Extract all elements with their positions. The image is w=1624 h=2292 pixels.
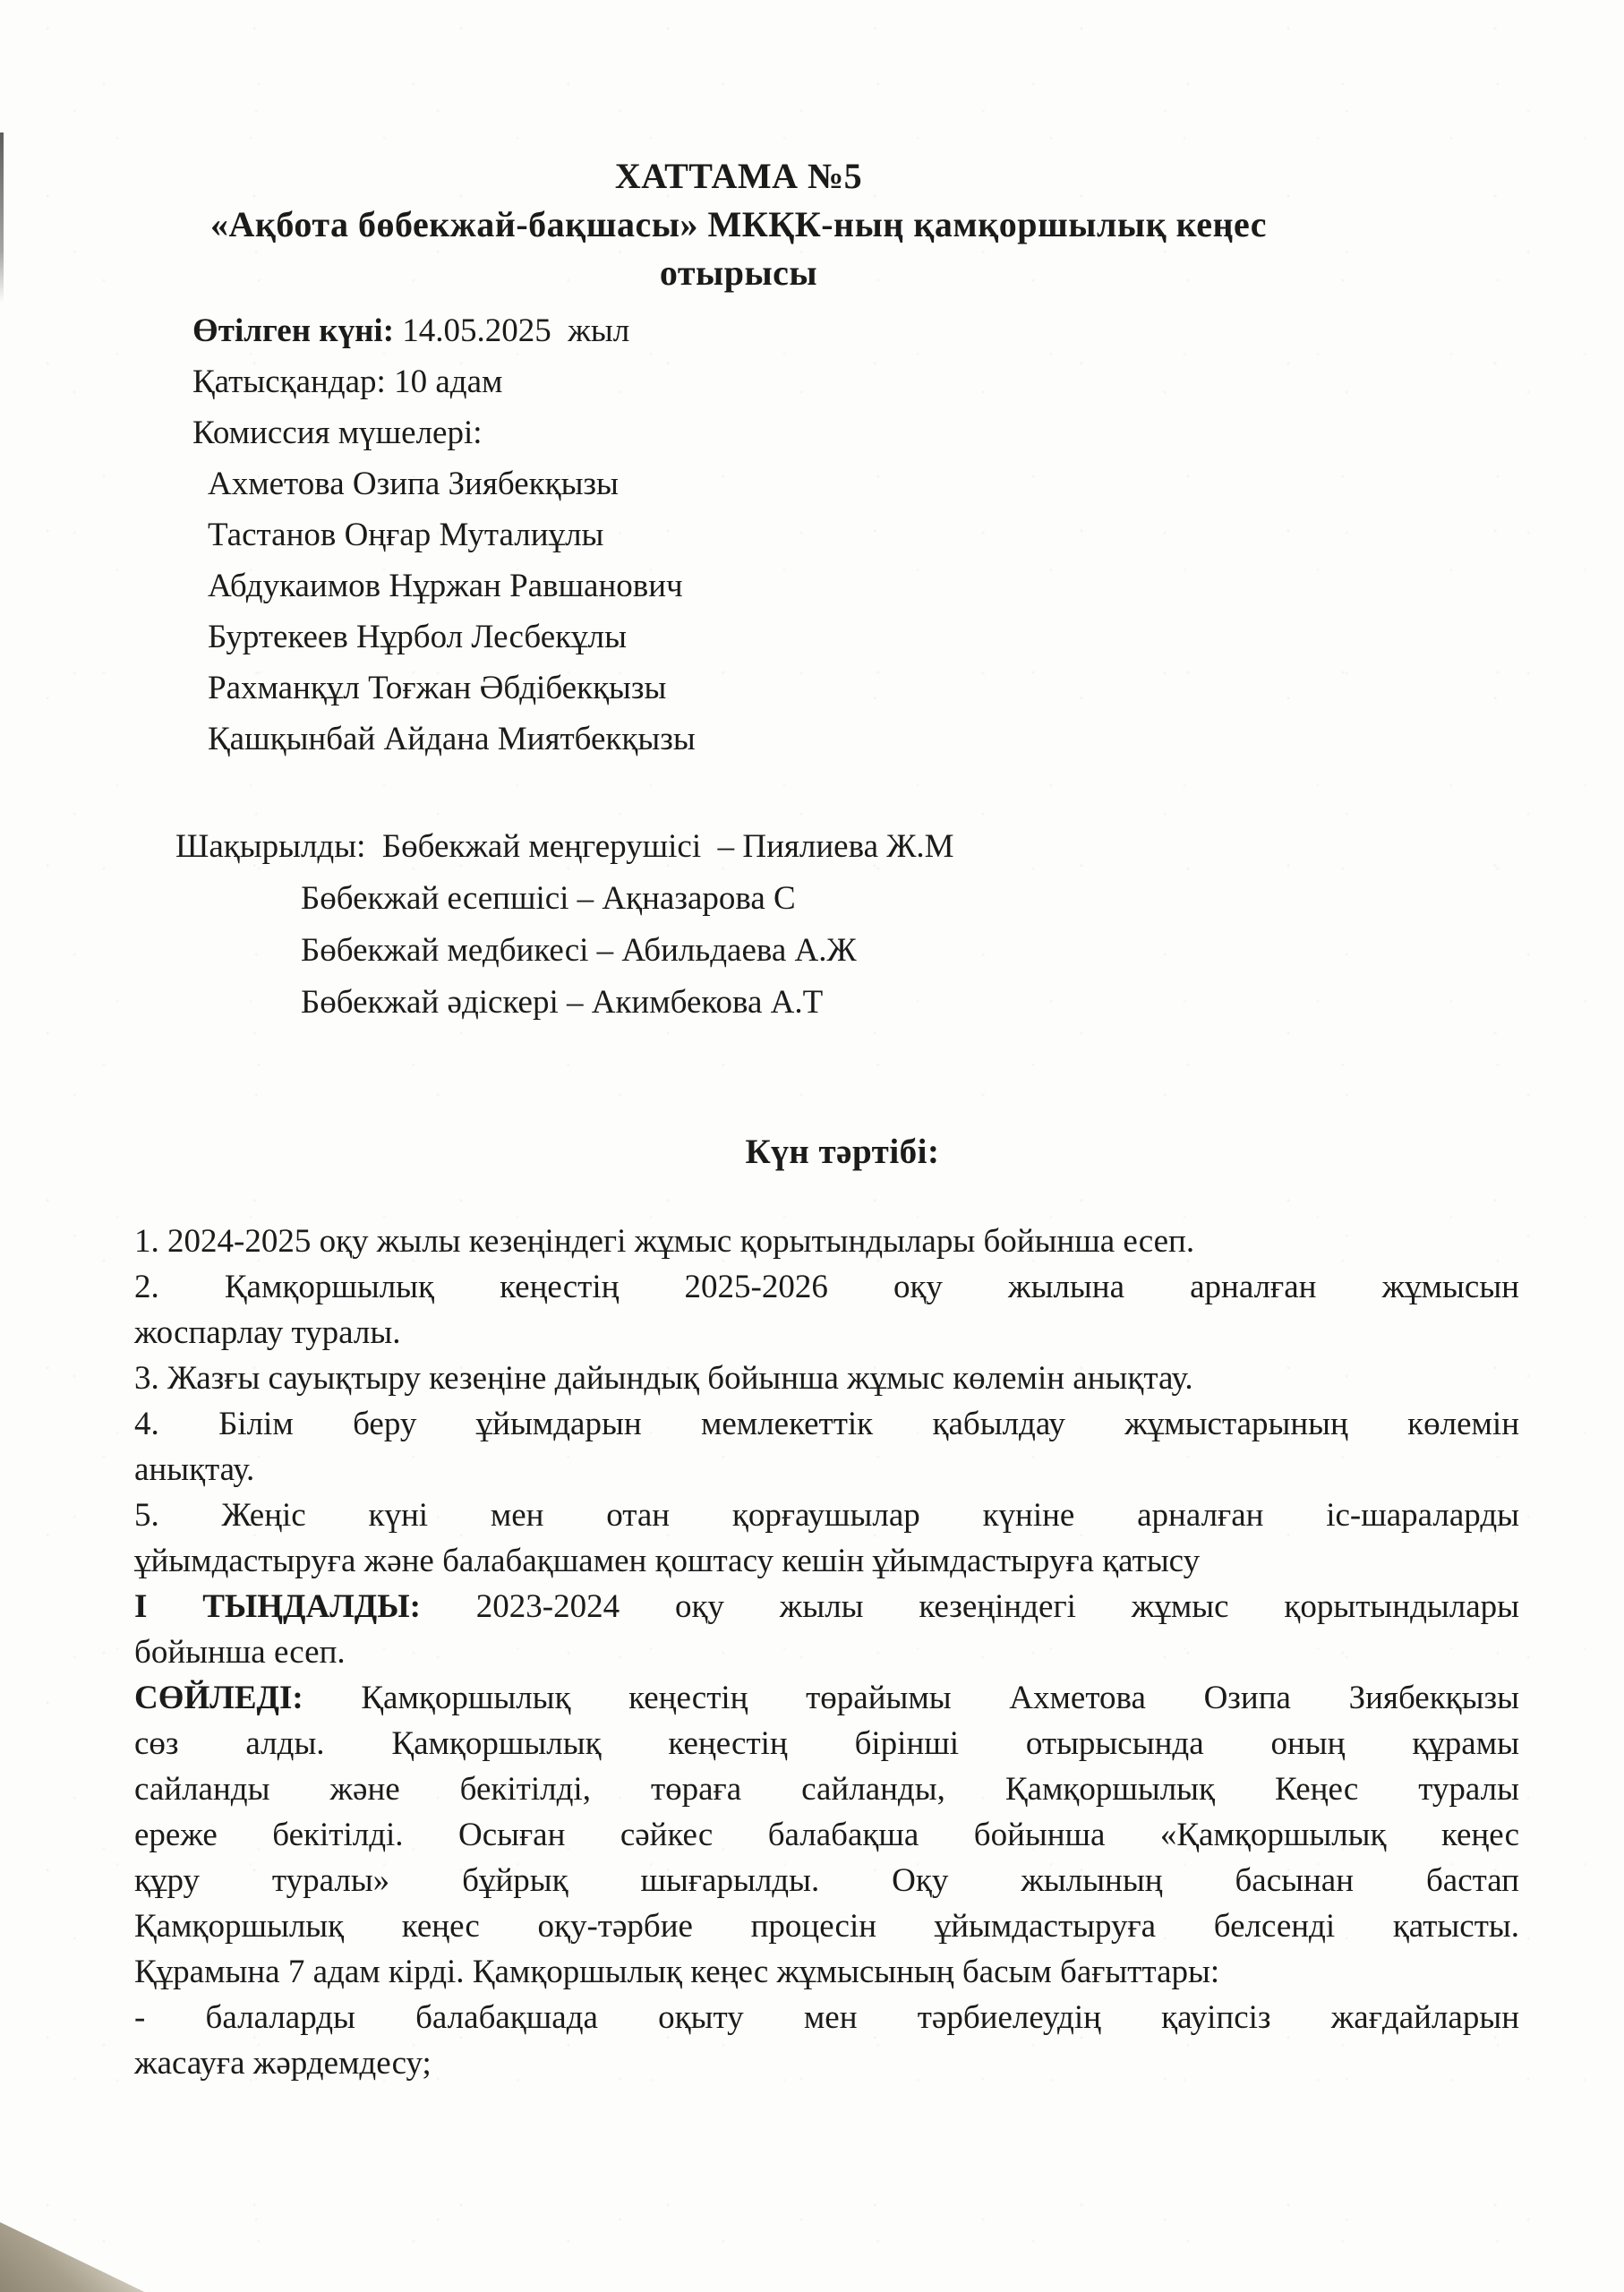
title-line-2: «Ақбота бөбекжай-бақшасы» МКҚК-ның қамқоршылық кеңес <box>209 204 1268 244</box>
member-name: Рахманқұл Тоғжан Әбдібекқызы <box>208 670 667 706</box>
spoke-label: СӨЙЛЕДІ: <box>134 1680 303 1716</box>
member-name: Қашқынбай Айдана Миятбекқызы <box>208 721 696 757</box>
agenda-item-line: 2. Қамқоршылық кеңестің 2025-2026 оқу жылына арналған жұмысын <box>134 1269 1519 1305</box>
spoke-section-line: сөз алды. Қамқоршылық кеңестің бірінші отырысында оның құрамы <box>134 1725 1519 1762</box>
agenda-item-line: анықтау. <box>134 1451 255 1488</box>
spoke-text: Қамқоршылық кеңестің төрайымы Ахметова Озипа Зиябекқызы <box>303 1680 1519 1716</box>
heard-section-line <box>134 1584 1519 1629</box>
member-name: Абдукаимов Нұржан Равшанович <box>208 568 683 604</box>
meeting-date-label: Өтілген күні: <box>192 312 395 349</box>
member-name: Буртекеев Нұрбол Лесбекұлы <box>208 619 627 655</box>
agenda-item-line: 5. Жеңіс күні мен отан қорғаушылар күніне арналған іс-шараларды <box>134 1497 1519 1534</box>
member-name: Ахметова Озипа Зиябекқызы <box>208 466 619 502</box>
bullet-line: жасауға жәрдемдесу; <box>134 2045 432 2082</box>
spoke-section-line <box>134 1675 1519 1721</box>
agenda-item-line: жоспарлау туралы. <box>134 1314 401 1351</box>
agenda-item-line: 4. Білім беру ұйымдарын мемлекеттік қабылдау жұмыстарының көлемін <box>134 1406 1519 1442</box>
bullet-line: - балаларды балабақшада оқыту мен тәрбиелеудің қауіпсіз жағдайларын <box>134 1999 1519 2036</box>
spoke-section-line: Қамқоршылық кеңес оқу-тәрбие процесін ұйымдастыруға белсенді қатысты. <box>134 1908 1519 1945</box>
invited-label: Шақырылды: <box>175 828 366 865</box>
invited-first-line <box>175 821 954 873</box>
agenda-item-line: 3. Жазғы сауықтыру кезеңіне дайындық бойынша жұмыс көлемін анықтау. <box>134 1360 1193 1397</box>
invited-list <box>175 821 954 1029</box>
agenda-item-line: 1. 2024-2025 оқу жылы кезеңіндегі жұмыс қорытындылары бойынша есеп. <box>134 1223 1195 1260</box>
heard-section-line: бойынша есеп. <box>134 1634 346 1671</box>
participants-count: Қатысқандар: 10 адам <box>192 363 503 400</box>
title-line-1: ХАТТАМА №5 <box>614 156 863 196</box>
heard-text: 2023-2024 оқу жылы кезеңіндегі жұмыс қорытындылары <box>420 1588 1519 1625</box>
invited-person: Бөбекжай медбикесі – Абильдаева А.Ж <box>301 932 857 969</box>
spoke-section-line: сайланды және бекітілді, төраға сайланды, Қамқоршылық Кеңес туралы <box>134 1771 1519 1808</box>
spoke-section-line: Құрамына 7 адам кірді. Қамқоршылық кеңес жұмысының басым бағыттары: <box>134 1954 1220 1990</box>
invited-person: Бөбекжай есепшісі – Ақназарова С <box>301 880 796 917</box>
commission-members-list <box>208 458 696 765</box>
document-body <box>134 1219 1519 2086</box>
page-curl-shadow <box>0 2202 170 2292</box>
spoke-section-line: құру туралы» бұйрық шығарылды. Оқу жылының басынан бастап <box>134 1862 1519 1899</box>
commission-heading: Комиссия мүшелері: <box>192 415 483 451</box>
agenda-item-line: ұйымдастыруға және балабақшамен қоштасу кешін ұйымдастыруға қатысу <box>134 1543 1201 1579</box>
title-line-3: отырысы <box>659 252 818 293</box>
meeting-date-value: 14.05.2025 жыл <box>394 312 630 349</box>
member-name: Тастанов Оңғар Муталиұлы <box>208 517 604 553</box>
document-title <box>0 152 1477 297</box>
meeting-date <box>192 305 629 356</box>
invited-person: Бөбекжай меңгерушісі – Пиялиева Ж.М <box>365 828 954 865</box>
spoke-section-line: ереже бекітілді. Осыған сәйкес балабақша бойынша «Қамқоршылық кеңес <box>134 1817 1519 1853</box>
heard-label: І ТЫҢДАЛДЫ: <box>134 1588 421 1625</box>
agenda-heading: Күн тәртібі: <box>745 1133 940 1171</box>
meeting-meta <box>192 305 629 458</box>
invited-person: Бөбекжай әдіскері – Акимбекова А.Т <box>301 984 824 1021</box>
